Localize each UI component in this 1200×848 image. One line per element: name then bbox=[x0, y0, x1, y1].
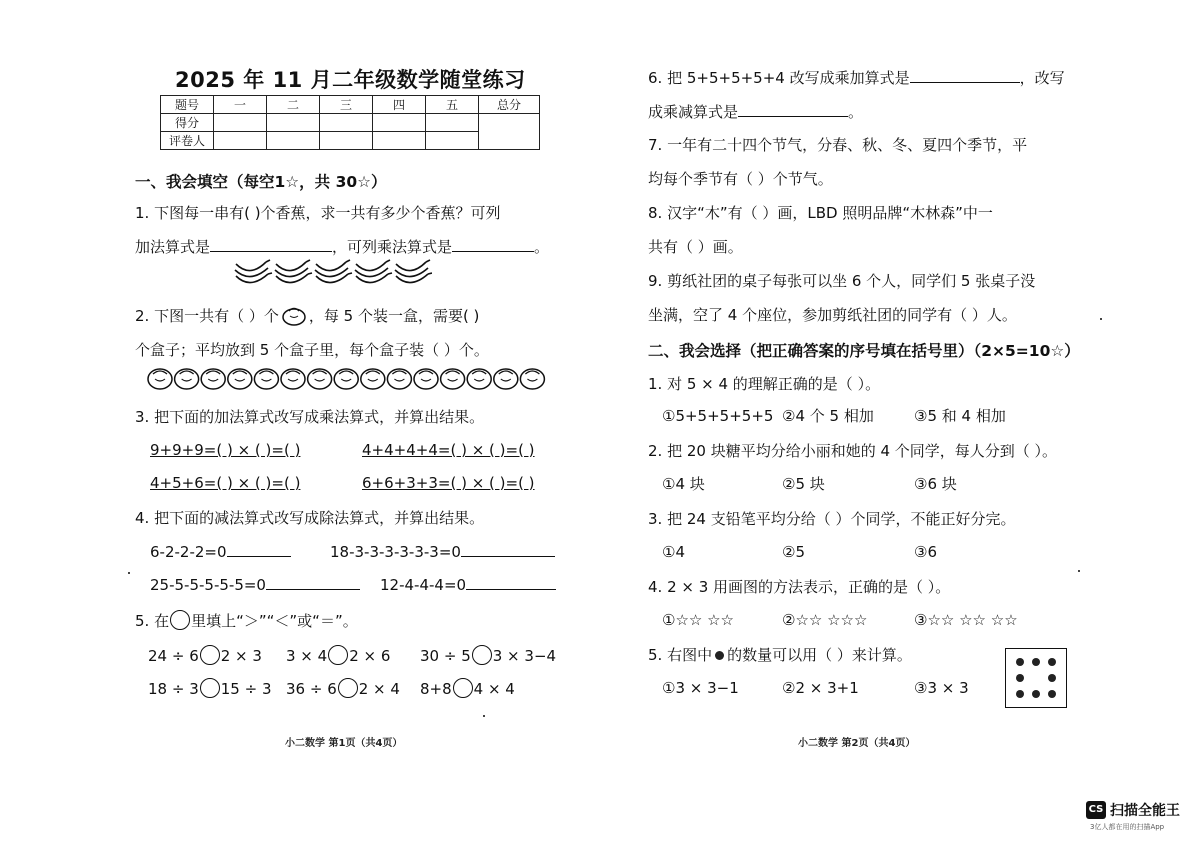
choice-question-3: 3. 把 24 支铅笔平均分给（ ）个同学，不能正好分完。 bbox=[648, 510, 1016, 528]
total-score-cell[interactable] bbox=[479, 114, 540, 150]
score-row-label: 评卷人 bbox=[161, 132, 214, 150]
q4-expression bbox=[150, 541, 291, 562]
score-header-cell: 二 bbox=[267, 96, 320, 114]
choice-option[interactable]: ③3 × 3 bbox=[914, 679, 969, 697]
choice-option[interactable]: ③☆☆ ☆☆ ☆☆ bbox=[914, 611, 1018, 629]
compare-circle[interactable] bbox=[200, 645, 220, 665]
q2-text-a: 2. 下图一共有（ ）个 bbox=[135, 307, 279, 325]
answer-blank[interactable] bbox=[266, 574, 360, 590]
q4-expression-d: 12-4-4-4=0 bbox=[380, 576, 467, 594]
score-cell[interactable] bbox=[373, 132, 426, 150]
choice-option[interactable]: ①4 块 bbox=[662, 475, 705, 493]
compare-right: 15 ÷ 3 bbox=[220, 680, 272, 698]
black-dot-icon bbox=[1048, 658, 1056, 666]
answer-blank[interactable] bbox=[210, 236, 332, 252]
choice-option[interactable]: ②☆☆ ☆☆☆ bbox=[782, 611, 868, 629]
q1-addition-label: 加法算式是 bbox=[135, 238, 211, 256]
page-footer: 小二数学 第2页（共4页） bbox=[798, 738, 916, 749]
compare-right: 3 × 3−4 bbox=[492, 647, 557, 665]
question-1-line-2 bbox=[135, 236, 549, 257]
question-6-line-1 bbox=[648, 67, 1065, 88]
scan-speck bbox=[1078, 570, 1080, 572]
q3-expression[interactable]: 9+9+9=( ) × ( )=( ) bbox=[150, 441, 301, 459]
answer-blank[interactable] bbox=[910, 67, 1020, 83]
compare-left: 3 × 4 bbox=[286, 647, 328, 665]
choice-question-4: 4. 2 × 3 用画图的方法表示，正确的是（ ）。 bbox=[648, 578, 951, 596]
choice-option[interactable]: ③6 bbox=[914, 543, 937, 561]
compare-right: 4 × 4 bbox=[473, 680, 515, 698]
choice-option[interactable]: ①5+5+5+5+5 bbox=[662, 407, 774, 425]
black-dot-icon bbox=[715, 651, 724, 660]
compare-left: 30 ÷ 5 bbox=[420, 647, 471, 665]
compare-circle[interactable] bbox=[328, 645, 348, 665]
question-5-line-1 bbox=[135, 610, 358, 631]
exam-page-2 bbox=[600, 0, 1200, 848]
choice-option[interactable]: ③6 块 bbox=[914, 475, 957, 493]
question-4-line-1: 4. 把下面的减法算式改写成除法算式，并算出结果。 bbox=[135, 509, 485, 527]
section-1-heading: 一、我会填空（每空1☆，共 30☆） bbox=[135, 173, 387, 191]
scan-speck bbox=[483, 715, 485, 717]
score-cell[interactable] bbox=[320, 132, 373, 150]
compare-item bbox=[286, 678, 400, 699]
answer-blank[interactable] bbox=[227, 541, 291, 557]
compare-circle[interactable] bbox=[200, 678, 220, 698]
period: 。 bbox=[534, 238, 550, 256]
page-footer: 小二数学 第1页（共4页） bbox=[285, 738, 403, 749]
q3-expression[interactable]: 6+6+3+3=( ) × ( )=( ) bbox=[362, 474, 535, 492]
question-8-line-1: 8. 汉字“木”有（ ）画，LBD 照明品牌“木林森”中一 bbox=[648, 204, 993, 222]
question-6-line-2 bbox=[648, 101, 863, 122]
score-cell[interactable] bbox=[320, 114, 373, 132]
c5-text-a: 5. 右图中 bbox=[648, 646, 713, 664]
question-9-line-2: 坐满，空了 4 个座位，参加剪纸社团的同学有（ ）人。 bbox=[648, 306, 1017, 324]
answer-blank[interactable] bbox=[738, 101, 848, 117]
circle-blank-icon bbox=[170, 610, 190, 630]
banana-bunch-icon bbox=[235, 260, 272, 283]
compare-right: 2 × 6 bbox=[349, 647, 391, 665]
choice-question-5 bbox=[648, 645, 912, 665]
score-header-cell: 题号 bbox=[161, 96, 214, 114]
question-7-line-2: 均每个季节有（ ）个节气。 bbox=[648, 170, 833, 188]
score-header-cell: 三 bbox=[320, 96, 373, 114]
section-2-heading: 二、我会选择（把正确答案的序号填在括号里）（2×5=10☆） bbox=[648, 342, 1080, 360]
compare-circle[interactable] bbox=[453, 678, 473, 698]
compare-item bbox=[420, 678, 515, 699]
score-row-label: 得分 bbox=[161, 114, 214, 132]
q3-expression[interactable]: 4+4+4+4=( ) × ( )=( ) bbox=[362, 441, 535, 459]
banana-bunch-icon bbox=[275, 260, 312, 283]
choice-question-1: 1. 对 5 × 4 的理解正确的是（ ）。 bbox=[648, 375, 881, 393]
q4-expression bbox=[330, 541, 555, 562]
answer-blank[interactable] bbox=[452, 236, 534, 252]
compare-left: 24 ÷ 6 bbox=[148, 647, 199, 665]
choice-option[interactable]: ②5 bbox=[782, 543, 805, 561]
score-header-cell: 四 bbox=[373, 96, 426, 114]
compare-left: 36 ÷ 6 bbox=[286, 680, 337, 698]
score-cell[interactable] bbox=[214, 114, 267, 132]
answer-blank[interactable] bbox=[466, 574, 556, 590]
q3-expression[interactable]: 4+5+6=( ) × ( )=( ) bbox=[150, 474, 301, 492]
q4-expression bbox=[380, 574, 556, 595]
compare-circle[interactable] bbox=[472, 645, 492, 665]
page-title: 2025 年 11 月二年级数学随堂练习 bbox=[175, 68, 526, 92]
camscanner-logo-icon: CS bbox=[1086, 801, 1106, 819]
compare-right: 2 × 4 bbox=[358, 680, 400, 698]
question-3-line-1: 3. 把下面的加法算式改写成乘法算式，并算出结果。 bbox=[135, 408, 485, 426]
compare-right: 2 × 3 bbox=[220, 647, 262, 665]
peach-row bbox=[147, 364, 577, 392]
q4-expression-c: 25-5-5-5-5-5=0 bbox=[150, 576, 266, 594]
q5-text-b: 里填上“＞”“＜”或“＝”。 bbox=[191, 612, 358, 630]
score-cell[interactable] bbox=[373, 114, 426, 132]
c5-text-b: 的数量可以用（ ）来计算。 bbox=[727, 646, 912, 664]
q1-multiply-label: ，可列乘法算式是 bbox=[332, 238, 453, 256]
choice-option[interactable]: ②5 块 bbox=[782, 475, 825, 493]
watermark-app-name: 扫描全能王 bbox=[1110, 803, 1180, 819]
compare-item bbox=[148, 645, 262, 666]
compare-item bbox=[286, 645, 390, 666]
score-cell[interactable] bbox=[426, 114, 479, 132]
banana-bunch-icon bbox=[355, 260, 392, 283]
question-1-line-1: 1. 下图每一串有( )个香蕉，求一共有多少个香蕉？可列 bbox=[135, 204, 501, 222]
score-header-cell: 总分 bbox=[479, 96, 540, 114]
question-2-line-2: 个盒子；平均放到 5 个盒子里，每个盒子装（ ）个。 bbox=[135, 341, 489, 359]
black-dot-icon bbox=[1016, 658, 1024, 666]
black-dot-icon bbox=[1048, 690, 1056, 698]
q4-expression-a: 6-2-2-2=0 bbox=[150, 543, 227, 561]
banana-bunches bbox=[232, 258, 432, 292]
q6-text-b: ，改写 bbox=[1019, 69, 1065, 87]
dot-figure bbox=[1005, 648, 1067, 708]
choice-option[interactable]: ②4 个 5 相加 bbox=[782, 407, 874, 425]
scan-speck bbox=[1100, 318, 1102, 320]
q4-expression bbox=[150, 574, 360, 595]
compare-circle[interactable] bbox=[338, 678, 358, 698]
black-dot-icon bbox=[1032, 658, 1040, 666]
q4-expression-b: 18-3-3-3-3-3-3=0 bbox=[330, 543, 461, 561]
score-cell[interactable] bbox=[267, 114, 320, 132]
choice-question-2: 2. 把 20 块糖平均分给小丽和她的 4 个同学，每人分到（ ）。 bbox=[648, 442, 1058, 460]
q6-text-a: 6. 把 5+5+5+5+4 改写成乘加算式是 bbox=[648, 69, 910, 87]
banana-bunch-icon bbox=[395, 260, 432, 283]
q6-text-c: 成乘减算式是 bbox=[648, 103, 739, 121]
q2-text-b: ，每 5 个装一盒，需要( ) bbox=[308, 307, 480, 325]
compare-item bbox=[420, 645, 556, 666]
choice-option[interactable]: ③5 和 4 相加 bbox=[914, 407, 1006, 425]
score-cell[interactable] bbox=[267, 132, 320, 150]
black-dot-icon bbox=[1032, 690, 1040, 698]
question-8-line-2: 共有（ ）画。 bbox=[648, 238, 743, 256]
black-dot-icon bbox=[1016, 674, 1024, 682]
choice-option[interactable]: ①4 bbox=[662, 543, 685, 561]
watermark-tagline: 3亿人都在用的扫描App bbox=[1090, 823, 1165, 831]
score-header-cell: 一 bbox=[214, 96, 267, 114]
choice-option[interactable]: ①3 × 3−1 bbox=[662, 679, 739, 697]
score-cell[interactable] bbox=[426, 132, 479, 150]
compare-left: 8+8 bbox=[420, 680, 452, 698]
compare-item bbox=[148, 678, 272, 699]
black-dot-icon bbox=[1048, 674, 1056, 682]
choice-option[interactable]: ①☆☆ ☆☆ bbox=[662, 611, 735, 629]
banana-bunch-icon bbox=[315, 260, 352, 283]
period: 。 bbox=[848, 103, 864, 121]
question-7-line-1: 7. 一年有二十四个节气，分春、秋、冬、夏四个季节，平 bbox=[648, 136, 1028, 154]
black-dot-icon bbox=[1016, 690, 1024, 698]
question-9-line-1: 9. 剪纸社团的桌子每张可以坐 6 个人，同学们 5 张桌子没 bbox=[648, 272, 1036, 290]
compare-left: 18 ÷ 3 bbox=[148, 680, 199, 698]
score-table bbox=[160, 95, 540, 150]
scan-speck bbox=[128, 572, 130, 574]
peach-icon bbox=[281, 304, 307, 326]
score-cell[interactable] bbox=[214, 132, 267, 150]
score-header-cell: 五 bbox=[426, 96, 479, 114]
choice-option[interactable]: ②2 × 3+1 bbox=[782, 679, 859, 697]
answer-blank[interactable] bbox=[461, 541, 555, 557]
q5-text-a: 5. 在 bbox=[135, 612, 170, 630]
question-2-line-1 bbox=[135, 304, 479, 326]
